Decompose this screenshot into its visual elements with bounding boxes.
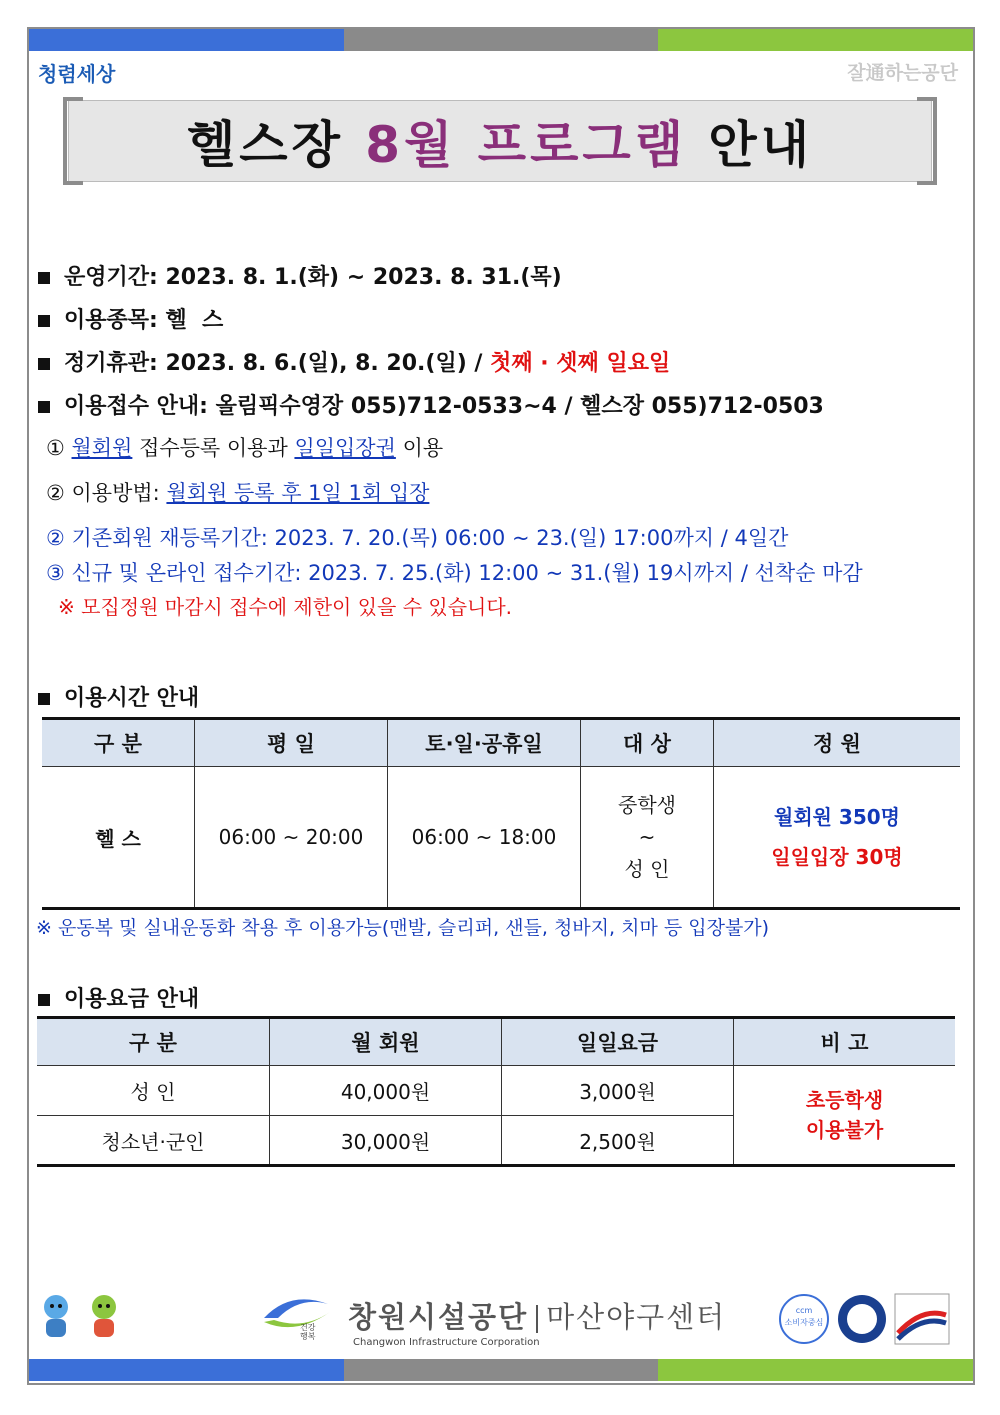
td-weekend: 06:00 ~ 18:00 — [388, 767, 581, 909]
certification-badge-icon — [894, 1293, 950, 1345]
td-fee-daily: 3,000원 — [502, 1066, 734, 1116]
sub-item-2: ② 이용방법: 월회원 등록 후 1일 1회 입장 — [46, 481, 430, 505]
time-table — [42, 717, 960, 910]
svg-text:건강: 건강 — [300, 1323, 316, 1332]
th-fee-daily: 일일요금 — [502, 1018, 734, 1066]
sub-item-1: ① 월회원 접수등록 이용과 일일입장권 이용 — [46, 436, 444, 460]
td-fee-monthly: 30,000원 — [270, 1116, 502, 1166]
top-color-bar — [29, 29, 973, 51]
corp-swoosh-icon — [260, 1290, 332, 1340]
td-fee-category: 성 인 — [37, 1066, 270, 1116]
td-weekday: 06:00 ~ 20:00 — [195, 767, 388, 909]
fee-section-heading: 이용요금 안내 — [38, 982, 199, 1013]
cheongryeom-logo: 청렴세상 — [38, 62, 116, 86]
th-weekday: 평 일 — [195, 719, 388, 767]
th-fee-category: 구 분 — [37, 1018, 270, 1066]
title-box — [68, 100, 932, 182]
info-period: 운영기간: 2023. 8. 1.(화) ~ 2023. 8. 31.(목) — [38, 260, 562, 291]
cert-badges — [778, 1293, 950, 1345]
td-fee-category: 청소년·군인 — [37, 1116, 270, 1166]
th-fee-note: 비 고 — [734, 1018, 956, 1066]
info-sport: 이용종목: 헬 스 — [38, 303, 223, 334]
corp-name: 창원시설공단 마산야구센터 — [348, 1299, 727, 1334]
time-section-heading: 이용시간 안내 — [38, 681, 199, 712]
svg-text:소비자중심: 소비자중심 — [784, 1318, 824, 1327]
slogan-logo: 잘通하는공단 — [847, 62, 958, 84]
corp-logo — [260, 1290, 726, 1340]
mascot-icons — [36, 1293, 124, 1343]
td-category: 헬 스 — [42, 767, 195, 909]
page-title: 헬스장 8월 프로그램 안내 — [186, 116, 814, 174]
info-closed: 정기휴관: 2023. 8. 6.(일), 8. 20.(일) / 첫째 · 셋째 일요일 — [38, 346, 670, 377]
th-category: 구 분 — [42, 719, 195, 767]
fee-table — [37, 1016, 955, 1167]
svg-text:ccm: ccm — [795, 1306, 813, 1315]
td-fee-monthly: 40,000원 — [270, 1066, 502, 1116]
corp-name-en: Changwon Infrastructure Corporation — [353, 1337, 540, 1348]
ccm-badge-icon — [778, 1293, 830, 1345]
bottom-color-bar — [29, 1359, 973, 1381]
mascot-blue-icon — [36, 1293, 76, 1343]
td-fee-daily: 2,500원 — [502, 1116, 734, 1166]
td-capacity: 월회원 350명 일일입장 30명 — [714, 767, 961, 909]
th-capacity: 정 원 — [714, 719, 961, 767]
human-rights-badge-icon — [836, 1293, 888, 1345]
info-contact: 이용접수 안내: 올림픽수영장 055)712-0533~4 / 헬스장 055)712-0503 — [38, 389, 824, 420]
mascot-green-icon — [84, 1293, 124, 1343]
td-fee-note: 초등학생 이용불가 — [734, 1066, 956, 1166]
sub-item-3: ② 기존회원 재등록기간: 2023. 7. 20.(목) 06:00 ~ 23.(일) 17:00까지 / 4일간 — [46, 526, 789, 550]
sub-item-4: ③ 신규 및 온라인 접수기간: 2023. 7. 25.(화) 12:00 ~ 31.(월) 19시까지 / 선착순 마감 — [46, 561, 863, 585]
th-weekend: 토·일·공휴일 — [388, 719, 581, 767]
td-target: 중학생 ~ 성 인 — [581, 767, 714, 909]
th-fee-monthly: 월 회원 — [270, 1018, 502, 1066]
dress-code-note: ※ 운동복 및 실내운동화 착용 후 이용가능(맨발, 슬리퍼, 샌들, 청바지, 치마 등 입장불가) — [36, 917, 770, 939]
svg-text:행복: 행복 — [300, 1332, 316, 1340]
notice-text: ※ 모집정원 마감시 접수에 제한이 있을 수 있습니다. — [58, 595, 513, 619]
th-target: 대 상 — [581, 719, 714, 767]
